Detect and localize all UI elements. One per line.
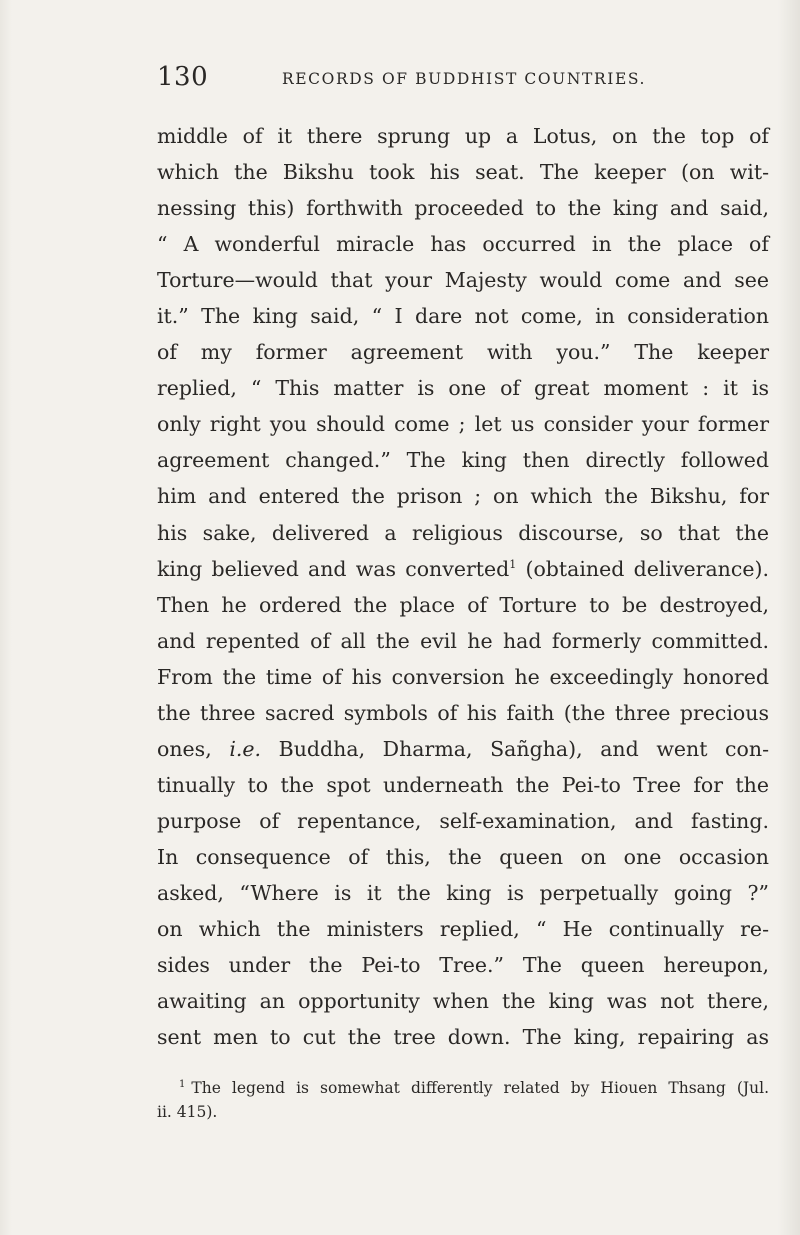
text-segment: (obtained deliverance). (516, 556, 770, 581)
text-segment: ones, (157, 736, 230, 761)
text-segment: king believed and was converted (157, 556, 510, 581)
text-line: and repented of all the evil he had formerly committed. (157, 628, 769, 653)
footnote-reference[interactable]: 1 (509, 557, 517, 571)
text-line: nessing this) forthwith proceeded to the king and said, (157, 196, 769, 221)
text-line: “ A wonderful miracle has occurred in the place of (157, 232, 769, 257)
text-line: tinually to the spot underneath the Pei-to Tree for the (157, 772, 769, 797)
text-line: his sake, delivered a religious discourse, so that the (157, 520, 769, 545)
text-line-with-italic (157, 731, 769, 767)
text-line: it.” The king said, “ I dare not come, in consideration (157, 304, 769, 329)
page-edge-shadow (778, 0, 800, 1235)
body-text (157, 118, 769, 1055)
text-line: sides under the Pei-to Tree.” The queen hereupon, (157, 953, 769, 978)
text-line: Then he ordered the place of Torture to be destroyed, (157, 592, 769, 617)
text-line: only right you should come ; let us consider your former (157, 412, 769, 437)
text-line: In consequence of this, the queen on one occasion (157, 844, 769, 869)
text-line-with-footnote (157, 551, 769, 587)
running-head (157, 62, 767, 102)
text-line: middle of it there sprung up a Lotus, on the top of (157, 124, 769, 148)
text-line: sent men to cut the tree down. The king, repairing as (157, 1025, 769, 1050)
footnote-text: The legend is somewhat differently related by Hiouen Thsang (Jul. (191, 1079, 769, 1097)
text-line: asked, “Where is it the king is perpetually going ?” (157, 880, 769, 905)
italic-abbreviation: i.e. (229, 736, 262, 761)
text-line: him and entered the prison ; on which the Bikshu, for (157, 484, 769, 509)
page-number: 130 (157, 62, 209, 92)
text-line: which the Bikshu took his seat. The keeper (on wit- (157, 160, 769, 185)
text-line: on which the ministers replied, “ He continually re- (157, 917, 769, 942)
text-line: replied, “ This matter is one of great moment : it is (157, 376, 769, 401)
text-line: agreement changed.” The king then directly followed (157, 448, 769, 473)
footnote-line (157, 1076, 769, 1100)
footnotes (157, 1076, 769, 1124)
page-gutter-shadow (0, 0, 12, 1235)
text-line: the three sacred symbols of his faith (the three precious (157, 700, 769, 725)
text-line: Torture—would that your Majesty would come and see (157, 268, 769, 293)
footnote-mark: 1 (179, 1079, 186, 1090)
running-title: RECORDS OF BUDDHIST COUNTRIES. (282, 70, 647, 88)
text-line: purpose of repentance, self-examination, and fasting. (157, 808, 769, 833)
text-line: of my former agreement with you.” The keeper (157, 340, 769, 365)
text-line: From the time of his conversion he exceedingly honored (157, 664, 769, 689)
text-line: awaiting an opportunity when the king was not there, (157, 989, 769, 1014)
footnote-line: ii. 415). (157, 1103, 218, 1121)
text-segment: Buddha, Dharma, Sañgha), and went con- (261, 736, 770, 761)
